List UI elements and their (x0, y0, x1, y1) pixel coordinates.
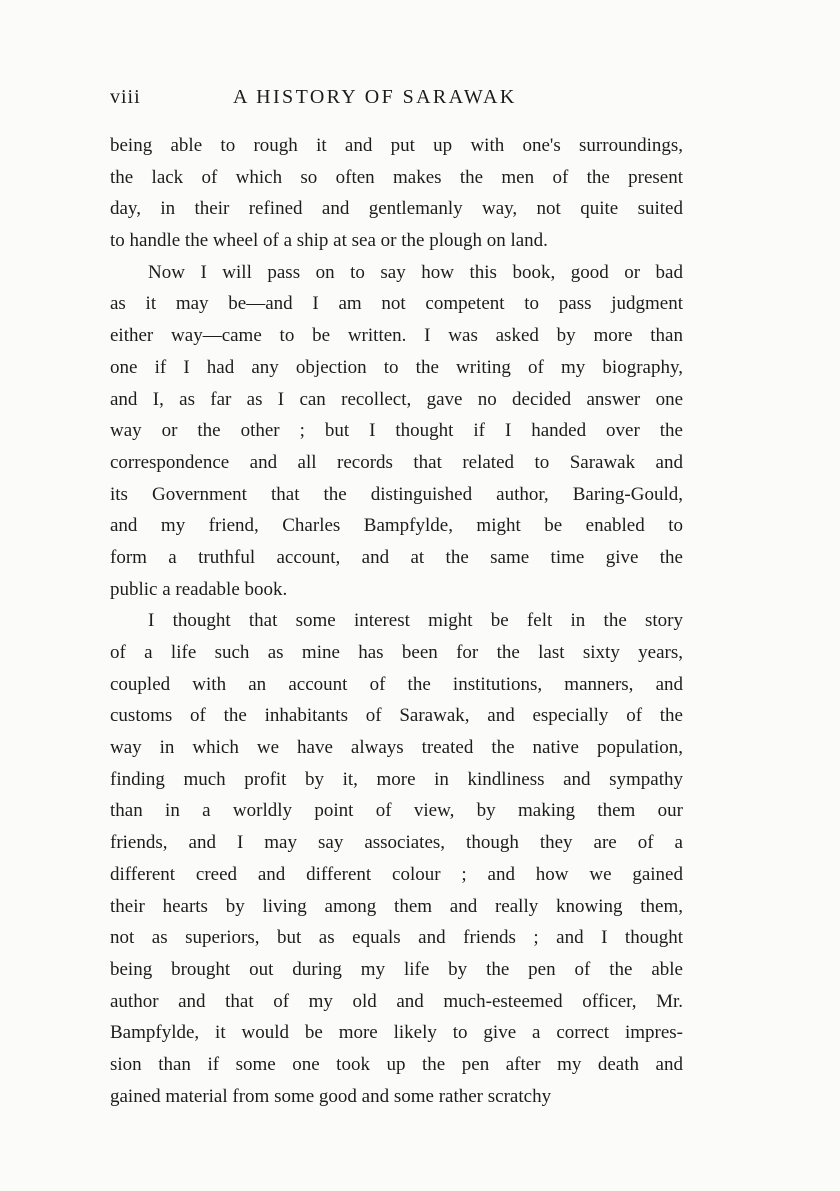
text-line: public a readable book. (110, 578, 288, 600)
text-line: being brought out during my life by the pen of the able (110, 958, 683, 980)
text-line: gained material from some good and some rather scratchy (110, 1085, 552, 1107)
text-line: Bampfylde, it would be more likely to give a correct impres- (110, 1022, 683, 1044)
page-number: viii (110, 86, 141, 108)
paragraph (110, 257, 683, 606)
text-line: coupled with an account of the institutions, manners, and (110, 673, 683, 695)
text-line: not as superiors, but as equals and friends ; and I thought (110, 927, 683, 949)
text-line: form a truthful account, and at the same time give the (110, 546, 683, 568)
text-line: to handle the wheel of a ship at sea or the plough on land. (110, 230, 548, 252)
text-line: different creed and different colour ; and how we gained (110, 863, 683, 885)
text-line: either way—came to be written. I was asked by more than (110, 325, 683, 347)
paragraph (110, 130, 683, 257)
text-line: customs of the inhabitants of Sarawak, and especially of the (110, 705, 683, 727)
text-line: correspondence and all records that related to Sarawak and (110, 451, 683, 473)
body-text (110, 130, 683, 1112)
text-line: way in which we have always treated the native population, (110, 737, 683, 759)
page-header (110, 86, 690, 116)
text-line: and I, as far as I can recollect, gave no decided answer one (110, 388, 683, 410)
running-title: A HISTORY OF SARAWAK (233, 86, 517, 108)
text-line: being able to rough it and put up with one's surroundings, (110, 135, 683, 156)
text-line: sion than if some one took up the pen after my death and (110, 1053, 683, 1075)
text-line: their hearts by living among them and really knowing them, (110, 895, 683, 917)
text-line: the lack of which so often makes the men of the present (110, 166, 683, 188)
text-line: finding much profit by it, more in kindliness and sympathy (110, 768, 683, 790)
text-line: day, in their refined and gentlemanly way, not quite suited (110, 198, 683, 220)
text-line: author and that of my old and much-esteemed officer, Mr. (110, 990, 683, 1012)
text-line: than in a worldly point of view, by making them our (110, 800, 683, 822)
text-line: I thought that some interest might be felt in the story (148, 610, 683, 632)
text-line: of a life such as mine has been for the last sixty years, (110, 642, 683, 663)
text-line: its Government that the distinguished author, Baring-Gould, (110, 483, 683, 505)
paragraph (110, 605, 683, 1112)
text-line: way or the other ; but I thought if I handed over the (110, 420, 683, 442)
text-line: as it may be—and I am not competent to pass judgment (110, 293, 683, 315)
text-line: friends, and I may say associates, though they are of a (110, 832, 683, 854)
text-line: and my friend, Charles Bampfylde, might be enabled to (110, 515, 683, 537)
text-line: one if I had any objection to the writing of my biography, (110, 356, 683, 378)
text-line: Now I will pass on to say how this book, good or bad (148, 261, 683, 283)
